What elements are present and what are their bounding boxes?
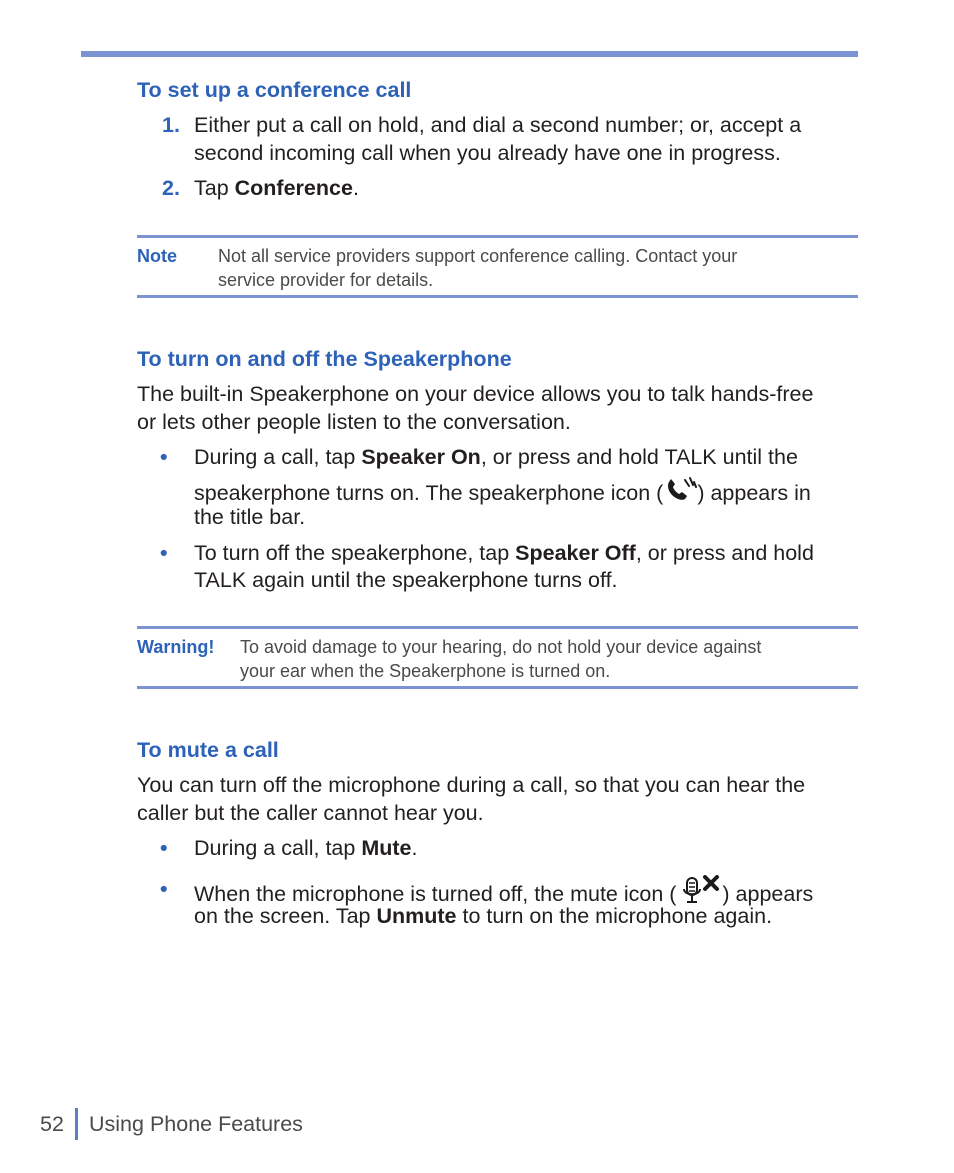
note-rule-bottom — [137, 295, 858, 298]
speaker-intro-line-2: or lets other people listen to the conversation. — [137, 410, 571, 434]
text: During a call, tap — [194, 445, 362, 469]
footer-divider — [75, 1108, 78, 1140]
heading-speakerphone: To turn on and off the Speakerphone — [137, 347, 512, 371]
speaker-bullet-2-line-1 — [194, 539, 814, 567]
text: . — [411, 836, 418, 860]
speaker-bullet-1-line-1 — [194, 443, 798, 471]
step-number-2: 2. — [162, 176, 180, 200]
bold-text: Speaker On — [361, 445, 481, 469]
note-label: Note — [137, 246, 177, 266]
step-2-prefix: Tap — [194, 176, 235, 200]
step-2-text — [194, 174, 359, 202]
speaker-bullet-2-line-2: TALK again until the speakerphone turns off. — [194, 568, 618, 592]
warning-line-1: To avoid damage to your hearing, do not hold your device against — [240, 637, 762, 657]
heading-mute-call: To mute a call — [137, 738, 279, 762]
bold-text: Speaker Off — [515, 541, 636, 565]
mute-intro-line-2: caller but the caller cannot hear you. — [137, 801, 484, 825]
text: speakerphone turns on. The speakerphone icon ( — [194, 481, 664, 505]
bullet-marker: • — [160, 445, 168, 469]
mute-bullet-1 — [194, 834, 417, 862]
note-line-2: service provider for details. — [218, 270, 434, 290]
text: During a call, tap — [194, 836, 362, 860]
warning-rule-top — [137, 626, 858, 629]
step-2-suffix: . — [352, 176, 359, 200]
top-rule — [81, 51, 858, 57]
speaker-bullet-1-line-3: the title bar. — [194, 505, 306, 529]
footer-section-title: Using Phone Features — [89, 1112, 303, 1136]
bold-text: Mute — [361, 836, 412, 860]
note-line-1: Not all service providers support conference calling. Contact your — [218, 246, 738, 266]
note-rule-top — [137, 235, 858, 238]
text: ) appears — [722, 882, 814, 906]
warning-line-2: your ear when the Speakerphone is turned on. — [240, 661, 611, 681]
step-number-1: 1. — [162, 113, 180, 137]
text: , or press and hold TALK until the — [480, 445, 798, 469]
text: , or press and hold — [635, 541, 814, 565]
mute-bullet-2-line-2 — [194, 902, 772, 930]
page-number: 52 — [40, 1112, 64, 1136]
text: to turn on the microphone again. — [456, 904, 773, 928]
speakerphone-icon — [663, 476, 697, 511]
step-1-line-1: Either put a call on hold, and dial a second number; or, accept a — [194, 113, 802, 137]
bullet-marker: • — [160, 836, 168, 860]
text: When the microphone is turned off, the mute icon ( — [194, 882, 677, 906]
bullet-marker: • — [160, 877, 168, 901]
heading-conference-call: To set up a conference call — [137, 78, 412, 102]
step-2-bold: Conference — [234, 176, 353, 200]
text: on the screen. Tap — [194, 904, 377, 928]
bullet-marker: • — [160, 541, 168, 565]
text: To turn off the speakerphone, tap — [194, 541, 516, 565]
warning-rule-bottom — [137, 686, 858, 689]
warning-label: Warning! — [137, 637, 215, 657]
bold-text: Unmute — [376, 904, 457, 928]
text: ) appears in — [697, 481, 811, 505]
speaker-intro-line-1: The built-in Speakerphone on your device allows you to talk hands-free — [137, 382, 814, 406]
mute-intro-line-1: You can turn off the microphone during a call, so that you can hear the — [137, 773, 806, 797]
step-1-line-2: second incoming call when you already have one in progress. — [194, 141, 781, 165]
